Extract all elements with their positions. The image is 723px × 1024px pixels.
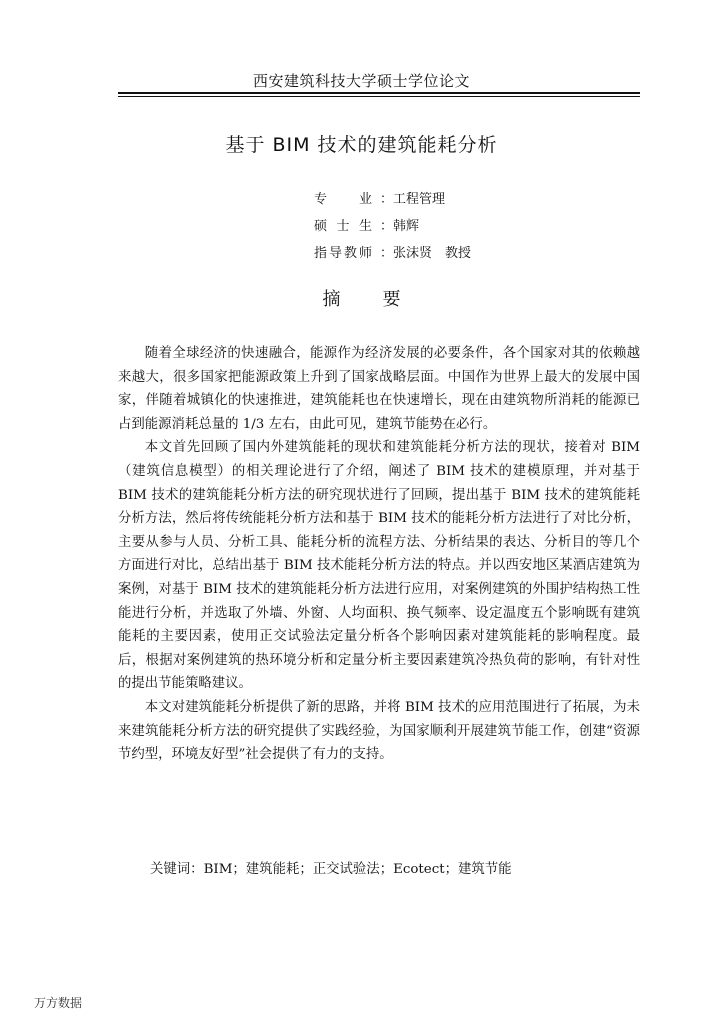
abstract-paragraph: 本文首先回顾了国内外建筑能耗的现状和建筑能耗分析方法的现状，接着对 BIM（建筑信息模型）的相关理论进行了介绍，阐述了 BIM 技术的建模原理，并对基于 BIM 技术的建筑能耗分析方法的研究现状进行了回顾，提出基于 BIM 技术的建筑能耗分析方法，然后将传统能耗分析方法和基于 BIM 技术的能耗分析方法进行了对比分析，主要从参与人员、分析工具、能耗分析的流程方法、分析结果的表达、分析目的等几个方面进行对比，总结出基于 BIM 技术能耗分析方法的特点。并以西安地区某酒店建筑为案例，对基于 BIM 技术的建筑能耗分析方法进行应用，对案例建筑的外围护结构热工性能进行分析，并选取了外墙、外窗、人均面积、换气频率、设定温度五个影响既有建筑能耗的主要因素，使用正交试验法定量分析各个影响因素对建筑能耗的影响程度。最后，根据对案例建筑的热环境分析和定量分析主要因素建筑冷热负荷的影响，有针对性的提出节能策略建议。 [118,440,640,692]
meta-student-value: 韩辉 [393,219,420,234]
abstract-paragraph: 本文对建筑能耗分析提供了新的思路，并将 BIM 技术的应用范围进行了拓展，为未来建筑能耗分析方法的研究提供了实践经验，为国家顺利开展建筑节能工作，创建“资源节约型，环境友好型”社会提供了有力的支持。 [118,699,640,763]
meta-major-label: 专业 [314,192,372,207]
abstract-paragraph: 随着全球经济的快速融合，能源作为经济发展的必要条件，各个国家对其的依赖越来越大，很多国家把能源政策上升到了国家战略层面。中国作为世界上最大的发展中国家，伴随着城镇化的快速推进，建筑能耗也在快速增长，现在由建筑物所消耗的能源已占到能源消耗总量的 1/3 左右，由此可见，建筑节能势在必行。 [118,346,640,432]
header-rule [118,92,640,97]
thesis-meta [314,186,471,267]
keywords-line [150,858,512,877]
keywords-list: BIM；建筑能耗；正交试验法；Ecotect；建筑节能 [203,862,512,877]
watermark-text: 万方数据 [34,996,83,1010]
meta-advisor-label: 指导教师 [314,246,372,261]
abstract-heading: 摘 要 [322,289,413,310]
abstract-body [118,342,640,767]
running-header: 西安建筑科技大学硕士学位论文 [252,72,470,90]
meta-major-value: 工程管理 [393,192,446,207]
meta-advisor: 指导教师 ：张沫贤 教授 [314,240,471,267]
thesis-title: 基于 BIM 技术的建筑能耗分析 [225,134,498,156]
meta-advisor-value: 张沫贤 教授 [393,246,472,261]
meta-major: 专业 ：工程管理 [314,186,471,213]
keywords-label: 关键词： [150,862,204,877]
meta-student-label: 硕士生 [314,219,372,234]
meta-student: 硕士生 ：韩辉 [314,213,471,240]
